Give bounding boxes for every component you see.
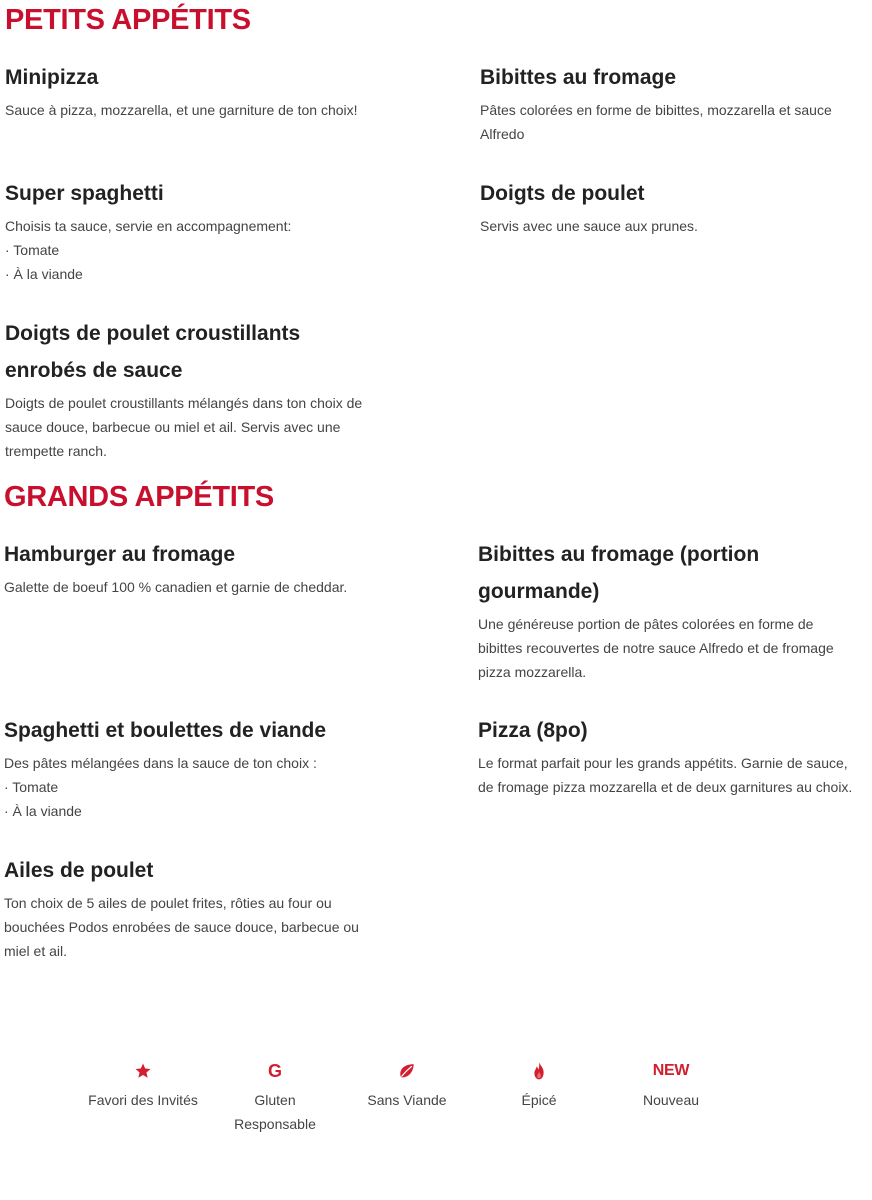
menu-item-description: Sauce à pizza, mozzarella, et une garniture de ton choix! bbox=[5, 102, 358, 118]
menu-item-description: Le format parfait pour les grands appétits. Garnie de sauce, de fromage pizza mozzarella et de deux garnitures au choix. bbox=[478, 755, 853, 795]
menu-item-doigts-de-poulet bbox=[480, 175, 855, 238]
legend-label: Épicé bbox=[521, 1092, 557, 1108]
menu-item-name: Bibittes au fromage bbox=[480, 66, 677, 89]
star-icon bbox=[83, 1058, 203, 1084]
menu-item-pizza-8po bbox=[478, 712, 858, 799]
menu-item-spaghetti-boulettes bbox=[4, 712, 424, 823]
menu-item-description: Ton choix de 5 ailes de poulet frites, rôties au four ou bouchées Podos enrobées de sauce douce, barbecue ou miel et ail. bbox=[4, 895, 359, 959]
leaf-icon bbox=[347, 1058, 467, 1084]
legend-label: Nouveau bbox=[642, 1092, 700, 1108]
legend-item-epice bbox=[479, 1058, 599, 1112]
menu-item-description: Des pâtes mélangées dans la sauce de ton choix : · Tomate · À la viande bbox=[4, 755, 317, 819]
section-title-petits-appetits: PETITS APPÉTITS bbox=[5, 4, 251, 36]
gluten-g-symbol: G bbox=[267, 1061, 282, 1081]
menu-item-bibittes-portion-gourmande bbox=[478, 536, 858, 684]
menu-item-doigts-de-poulet-croustillants bbox=[5, 315, 375, 463]
new-badge-symbol: NEW bbox=[652, 1062, 690, 1079]
legend-item-sans-viande bbox=[347, 1058, 467, 1112]
legend-label: Favori des Invités bbox=[88, 1092, 198, 1108]
legend-label: Gluten Responsable bbox=[234, 1092, 316, 1132]
new-badge-icon bbox=[611, 1058, 731, 1084]
legend-item-nouveau bbox=[611, 1058, 731, 1112]
menu-item-description: Une généreuse portion de pâtes colorées en forme de bibittes recouvertes de notre sauce Alfredo et de fromage pizza mozzarella. bbox=[478, 616, 834, 680]
menu-item-description: Galette de boeuf 100 % canadien et garnie de cheddar. bbox=[4, 579, 348, 595]
menu-item-name: Minipizza bbox=[5, 66, 99, 89]
menu-item-hamburger-au-fromage bbox=[4, 536, 424, 599]
menu-item-bibittes-au-fromage bbox=[480, 59, 855, 146]
legend-item-favori bbox=[83, 1058, 203, 1112]
menu-item-name: Super spaghetti bbox=[5, 182, 164, 205]
menu-item-description: Choisis ta sauce, servie en accompagnement: · Tomate · À la viande bbox=[5, 218, 292, 282]
menu-item-name: Bibittes au fromage (portion gourmande) bbox=[478, 543, 760, 603]
legend-label: Sans Viande bbox=[367, 1092, 447, 1108]
dietary-legend bbox=[0, 1058, 872, 1148]
menu-item-minipizza bbox=[5, 59, 425, 122]
menu-item-description: Pâtes colorées en forme de bibittes, mozzarella et sauce Alfredo bbox=[480, 102, 832, 142]
menu-item-name: Ailes de poulet bbox=[4, 859, 154, 882]
flame-icon bbox=[479, 1058, 599, 1084]
menu-item-ailes-de-poulet bbox=[4, 852, 379, 963]
section-title-grands-appetits: GRANDS APPÉTITS bbox=[4, 481, 274, 513]
menu-item-super-spaghetti bbox=[5, 175, 425, 286]
menu-item-name: Doigts de poulet bbox=[480, 182, 645, 205]
menu-item-description: Servis avec une sauce aux prunes. bbox=[480, 218, 698, 234]
gluten-g-icon bbox=[215, 1058, 335, 1084]
menu-item-name: Hamburger au fromage bbox=[4, 543, 236, 566]
menu-item-description: Doigts de poulet croustillants mélangés dans ton choix de sauce douce, barbecue ou miel et ail. Servis avec une trempette ranch. bbox=[5, 395, 363, 459]
menu-item-name: Doigts de poulet croustillants enrobés de sauce bbox=[5, 322, 301, 382]
menu-item-name: Pizza (8po) bbox=[478, 719, 588, 742]
legend-item-gluten bbox=[215, 1058, 335, 1136]
menu-item-name: Spaghetti et boulettes de viande bbox=[4, 719, 327, 742]
